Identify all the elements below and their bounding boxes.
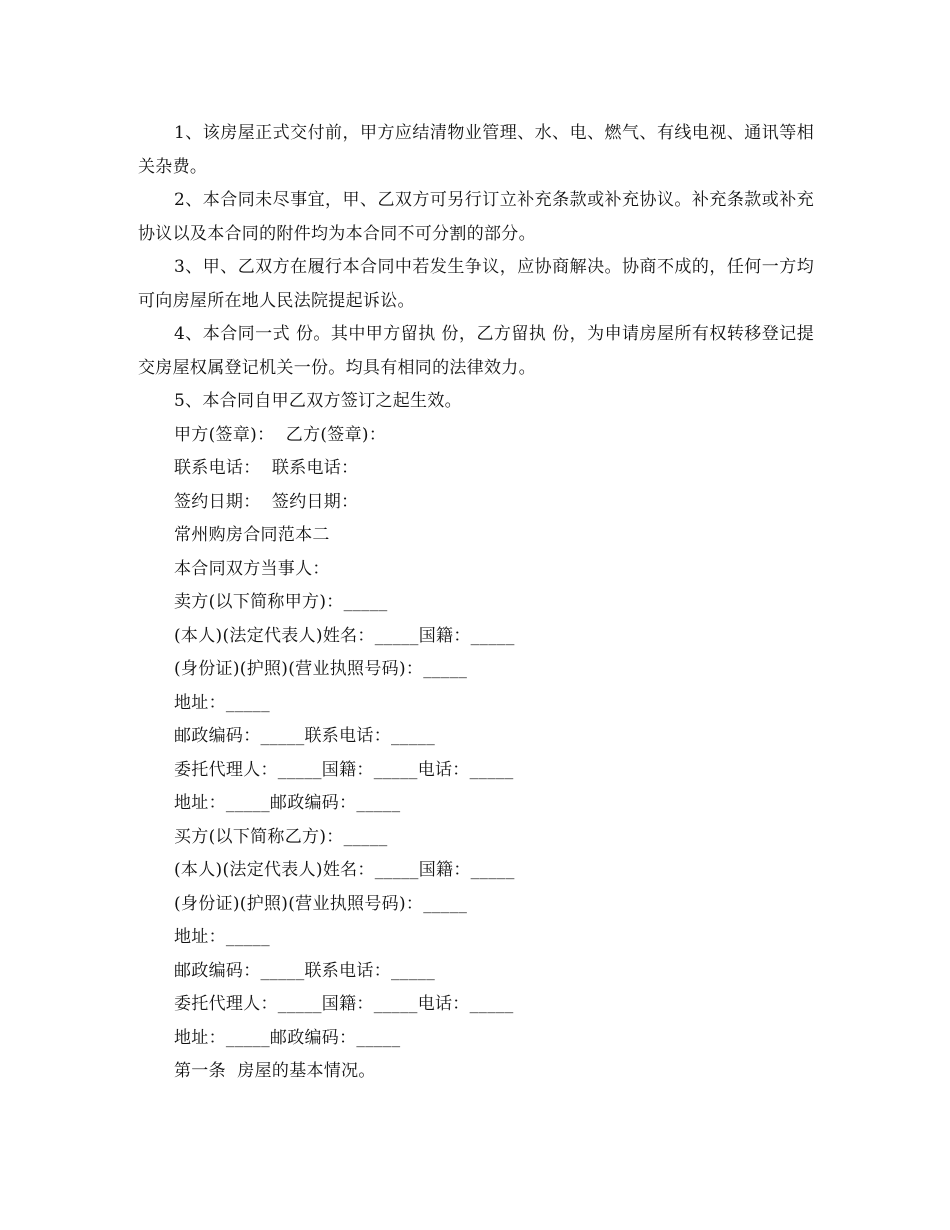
clause-2-paragraph: 2、本合同未尽事宜，甲、乙双方可另行订立补充条款或补充协议。补充条款或补充协议以及本合同的附件均为本合同不可分割的部分。 [138, 190, 814, 244]
buyer-agent-address-line: 地址：_____邮政编码：_____ [174, 1027, 401, 1048]
seller-line: 卖方(以下简称甲方)：_____ [174, 592, 388, 612]
buyer-line: 买方(以下简称乙方)：_____ [174, 826, 388, 847]
buyer-agent-line: 委托代理人：_____国籍：_____电话：_____ [174, 994, 514, 1014]
buyer-name-line: (本人)(法定代表人)姓名：_____国籍：_____ [174, 860, 515, 880]
parties-heading: 本合同双方当事人： [174, 558, 330, 579]
section-title: 常州购房合同范本二 [174, 525, 330, 545]
seller-postal-line: 邮政编码：_____联系电话：_____ [174, 726, 435, 746]
buyer-id-line: (身份证)(护照)(营业执照号码)：_____ [174, 893, 468, 914]
document-body [138, 117, 814, 1089]
clause-4-paragraph: 4、本合同一式 份。其中甲方留执 份，乙方留执 份，为申请房屋所有权转移登记提交房屋权属登记机关一份。均具有相同的法律效力。 [138, 324, 814, 378]
clause-5-line: 5、本合同自甲乙双方签订之起生效。 [174, 391, 462, 411]
seller-id-line: (身份证)(护照)(营业执照号码)：_____ [174, 659, 468, 679]
contact-phone-line: 联系电话： 联系电话： [174, 458, 359, 478]
seller-agent-address-line: 地址：_____邮政编码：_____ [174, 793, 401, 813]
seller-agent-line: 委托代理人：_____国籍：_____电话：_____ [174, 759, 514, 780]
clause-1-paragraph: 1、该房屋正式交付前，甲方应结清物业管理、水、电、燃气、有线电视、通讯等相关杂费。 [138, 123, 814, 177]
seller-address-line: 地址：_____ [174, 692, 270, 713]
signing-date-line: 签约日期： 签约日期： [174, 491, 359, 512]
signature-line: 甲方(签章)： 乙方(签章)： [174, 424, 387, 445]
article-1-heading: 第一条 房屋的基本情况。 [174, 1061, 376, 1081]
buyer-postal-line: 邮政编码：_____联系电话：_____ [174, 960, 435, 981]
buyer-address-line: 地址：_____ [174, 927, 270, 947]
seller-name-line: (本人)(法定代表人)姓名：_____国籍：_____ [174, 625, 515, 646]
clause-3-paragraph: 3、甲、乙双方在履行本合同中若发生争议，应协商解决。协商不成的，任何一方均可向房屋所在地人民法院提起诉讼。 [138, 257, 814, 311]
